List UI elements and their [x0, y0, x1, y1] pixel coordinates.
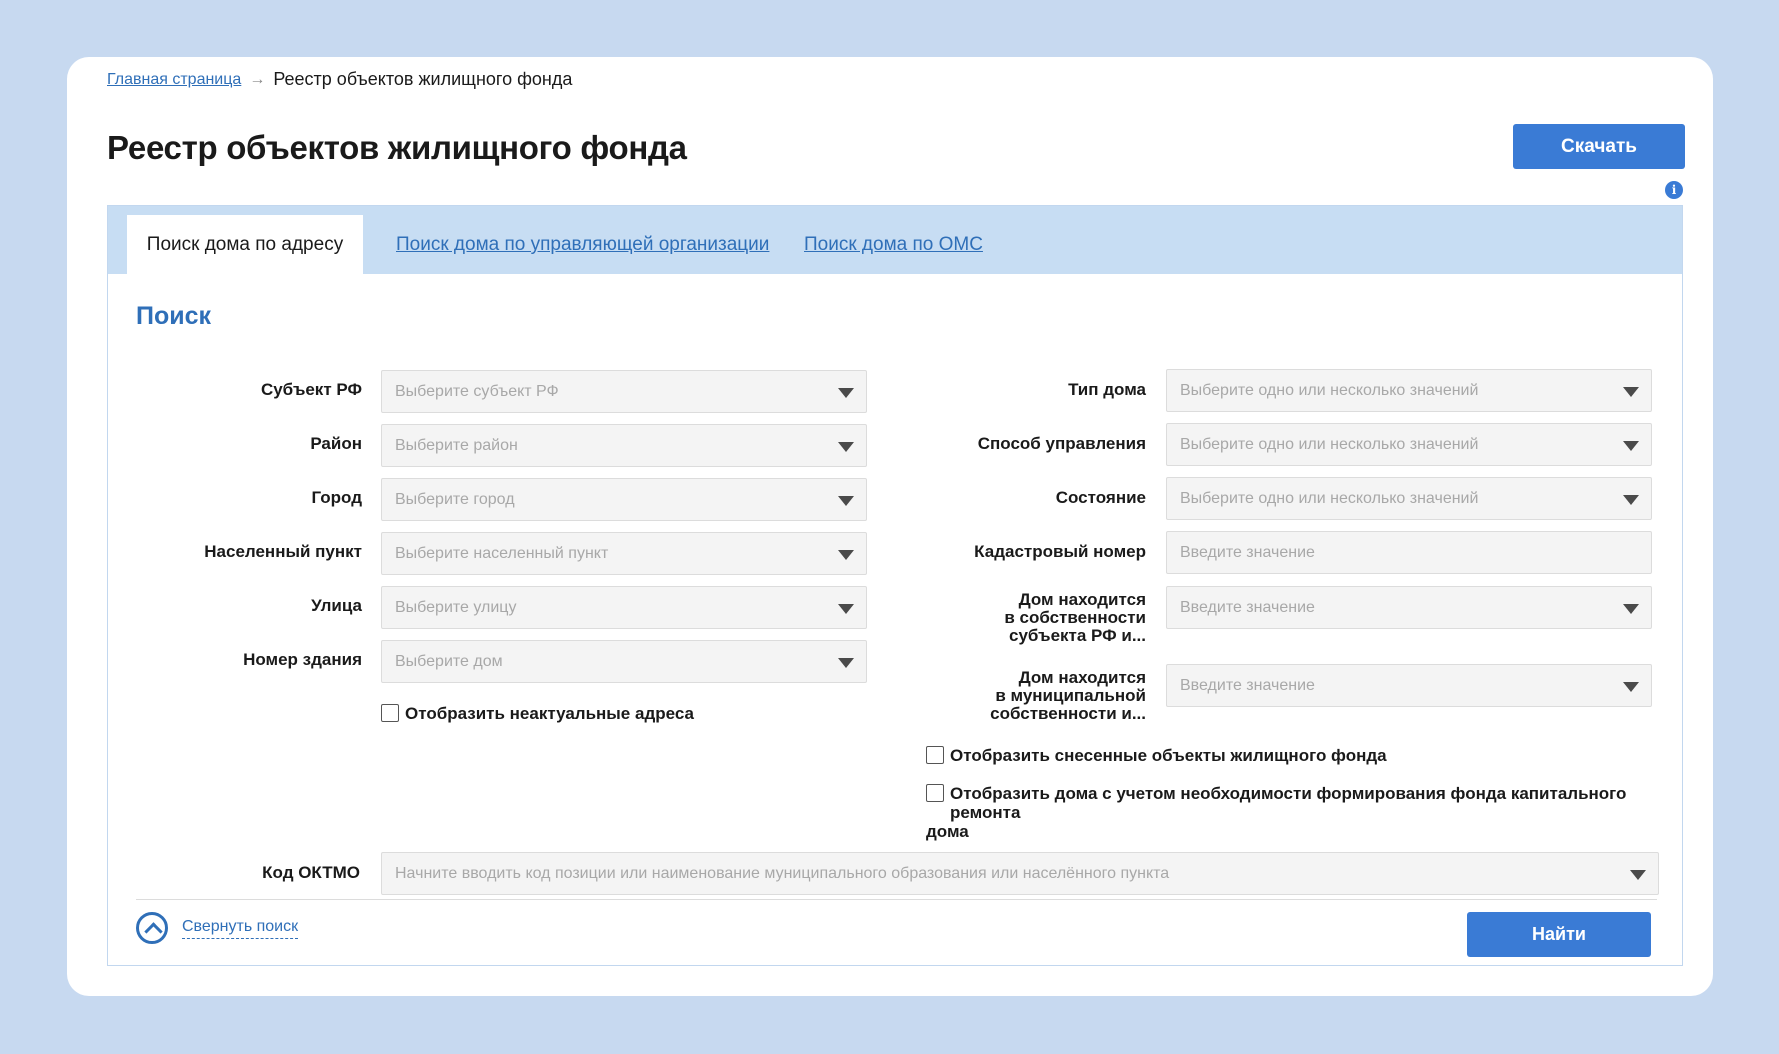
main-card	[67, 57, 1713, 996]
checkbox-demolished-label: Отобразить снесенные объекты жилищного фонда	[950, 746, 1387, 765]
breadcrumb-current: Реестр объектов жилищного фонда	[273, 69, 573, 89]
chevron-down-icon	[838, 442, 854, 452]
select-municipal-ownership-placeholder: Введите значение	[1180, 676, 1315, 694]
checkbox-box[interactable]	[926, 784, 944, 802]
checkbox-box[interactable]	[381, 704, 399, 722]
checkbox-capital-line: дома	[926, 822, 969, 841]
chevron-down-icon	[838, 604, 854, 614]
label-line: Дом находится	[1018, 668, 1146, 687]
find-button[interactable]: Найти	[1467, 912, 1651, 957]
chevron-down-icon	[838, 496, 854, 506]
label-house-type: Тип дома	[1068, 380, 1146, 399]
chevron-down-icon	[1623, 387, 1639, 397]
select-district[interactable]	[381, 424, 867, 467]
select-settlement-placeholder: Выберите населенный пункт	[395, 544, 609, 562]
label-cadastral-number: Кадастровый номер	[974, 542, 1146, 561]
select-building-placeholder: Выберите дом	[395, 652, 503, 670]
label-line: собственности и...	[990, 704, 1146, 723]
checkbox-box[interactable]	[926, 746, 944, 764]
label-city: Город	[311, 488, 362, 507]
select-oktmo[interactable]	[381, 852, 1659, 895]
breadcrumb-arrow-icon: →	[249, 70, 266, 88]
select-subject-ownership[interactable]	[1166, 586, 1652, 629]
checkbox-capital-line: Отобразить дома с учетом необходимости формирования фонда капитального ремонта	[950, 784, 1627, 822]
select-municipal-ownership[interactable]	[1166, 664, 1652, 707]
chevron-down-icon	[838, 388, 854, 398]
chevron-down-icon	[838, 658, 854, 668]
select-subject-ownership-placeholder: Введите значение	[1180, 598, 1315, 616]
download-button[interactable]: Скачать	[1513, 124, 1685, 169]
chevron-down-icon	[1623, 682, 1639, 692]
info-icon[interactable]: i	[1665, 181, 1683, 199]
select-oktmo-placeholder: Начните вводить код позиции или наименование муниципального образования или населённого пункта	[395, 864, 1170, 882]
label-state: Состояние	[1055, 488, 1146, 507]
chevron-down-icon	[1623, 495, 1639, 505]
select-city[interactable]	[381, 478, 867, 521]
select-subject[interactable]	[381, 370, 867, 413]
label-municipal-ownership	[908, 669, 1146, 723]
label-line: субъекта РФ и...	[1008, 626, 1146, 645]
label-settlement: Населенный пункт	[204, 542, 362, 561]
tab-search-by-address[interactable]: Поиск дома по адресу	[127, 215, 363, 274]
select-house-type-placeholder: Выберите одно или несколько значений	[1180, 381, 1479, 399]
collapse-search-link[interactable]: Свернуть поиск	[182, 918, 298, 939]
label-line: в собственности	[1004, 608, 1146, 627]
label-management-method: Способ управления	[977, 434, 1146, 453]
label-street: Улица	[311, 596, 362, 615]
checkbox-capital-repair-label	[926, 784, 1646, 841]
select-city-placeholder: Выберите город	[395, 490, 515, 508]
checkbox-inactive-label: Отобразить неактуальные адреса	[405, 704, 694, 723]
tab-bar	[108, 206, 1682, 274]
checkbox-capital-repair[interactable]	[926, 784, 1646, 841]
chevron-down-icon	[1623, 441, 1639, 451]
breadcrumb-home-link[interactable]: Главная страница	[107, 70, 242, 88]
label-district: Район	[310, 434, 362, 453]
search-panel	[107, 205, 1683, 966]
checkbox-demolished[interactable]	[926, 746, 1387, 766]
select-state[interactable]	[1166, 477, 1652, 520]
select-building[interactable]	[381, 640, 867, 683]
chevron-down-icon	[1630, 870, 1646, 880]
select-street[interactable]	[381, 586, 867, 629]
section-title: Поиск	[136, 302, 212, 330]
label-oktmo: Код ОКТМО	[262, 863, 360, 882]
select-street-placeholder: Выберите улицу	[395, 598, 517, 616]
select-management-method[interactable]	[1166, 423, 1652, 466]
breadcrumb	[107, 69, 572, 90]
label-building: Номер здания	[243, 650, 362, 669]
chevron-up-icon[interactable]	[136, 912, 168, 944]
checkbox-inactive-addresses[interactable]	[381, 704, 694, 724]
tab-search-by-oms[interactable]: Поиск дома по ОМС	[804, 234, 983, 255]
label-subject-ownership	[908, 591, 1146, 645]
input-cadastral-number-placeholder: Введите значение	[1180, 543, 1315, 561]
tab-search-by-organization[interactable]: Поиск дома по управляющей организации	[396, 234, 770, 255]
select-house-type[interactable]	[1166, 369, 1652, 412]
select-subject-placeholder: Выберите субъект РФ	[395, 382, 559, 400]
collapse-search[interactable]	[136, 912, 298, 944]
select-management-method-placeholder: Выберите одно или несколько значений	[1180, 435, 1479, 453]
select-district-placeholder: Выберите район	[395, 436, 518, 454]
chevron-down-icon	[838, 550, 854, 560]
input-cadastral-number[interactable]	[1166, 531, 1652, 574]
select-settlement[interactable]	[381, 532, 867, 575]
label-line: Дом находится	[1018, 590, 1146, 609]
label-line: в муниципальной	[995, 686, 1146, 705]
page-title: Реестр объектов жилищного фонда	[107, 129, 687, 166]
chevron-down-icon	[1623, 604, 1639, 614]
label-subject: Субъект РФ	[260, 380, 362, 399]
divider	[136, 899, 1657, 900]
select-state-placeholder: Выберите одно или несколько значений	[1180, 489, 1479, 507]
